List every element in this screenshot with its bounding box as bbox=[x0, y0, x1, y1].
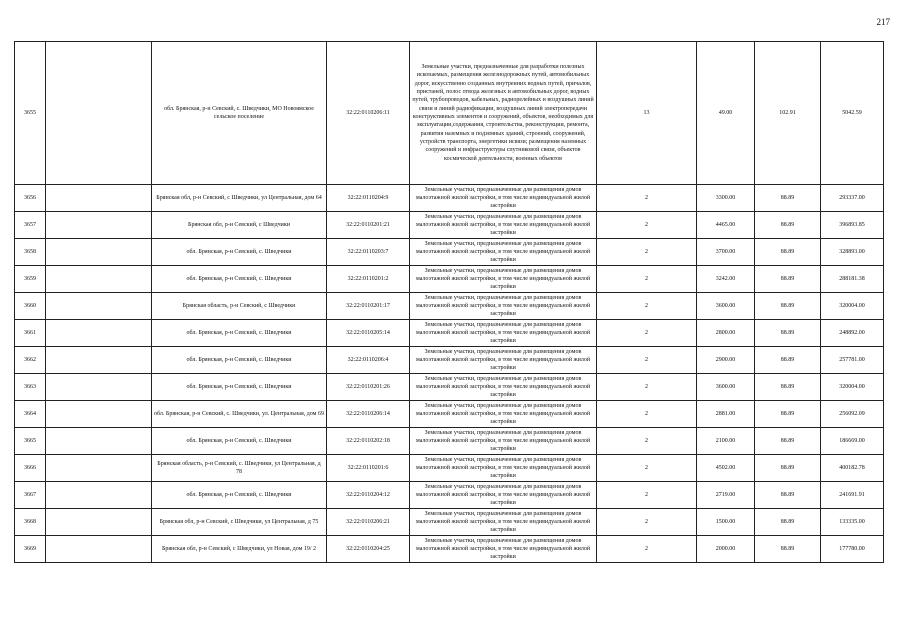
table-row bbox=[15, 428, 884, 455]
cell-number: 3667 bbox=[15, 482, 46, 509]
cell-area: 3242.00 bbox=[697, 266, 755, 293]
cell-cadastral-number: 32:22:0110204:9 bbox=[327, 185, 410, 212]
cell-value: 241691.91 bbox=[821, 482, 884, 509]
cell-permitted-use: Земельные участки, предназначенные для размещения домов малоэтажной жилой застройки, в том числе индивидуальной жилой застройки bbox=[410, 428, 597, 455]
cell-category: 2 bbox=[597, 482, 697, 509]
cell-number: 3669 bbox=[15, 536, 46, 563]
cell-area: 3600.00 bbox=[697, 374, 755, 401]
cell-blank bbox=[46, 374, 152, 401]
cell-number: 3664 bbox=[15, 401, 46, 428]
cell-area: 2000.00 bbox=[697, 536, 755, 563]
cell-value: 328893.00 bbox=[821, 239, 884, 266]
cell-cadastral-number: 32:22:0110205:14 bbox=[327, 320, 410, 347]
cell-rate: 88.89 bbox=[755, 482, 821, 509]
cell-value: 177780.00 bbox=[821, 536, 884, 563]
cell-category: 2 bbox=[597, 212, 697, 239]
cell-value: 257781.00 bbox=[821, 347, 884, 374]
cell-permitted-use: Земельные участки, предназначенные для размещения домов малоэтажной жилой застройки, в том числе индивидуальной жилой застройки bbox=[410, 320, 597, 347]
cell-address: обл. Брянская, р-н Севский, с. Шведчики bbox=[152, 374, 327, 401]
cell-value: 248892.00 bbox=[821, 320, 884, 347]
cell-category: 2 bbox=[597, 536, 697, 563]
cell-category: 2 bbox=[597, 266, 697, 293]
cell-area: 4465.00 bbox=[697, 212, 755, 239]
cell-cadastral-number: 32:22:0110203:7 bbox=[327, 239, 410, 266]
cell-value: 396893.85 bbox=[821, 212, 884, 239]
cell-value: 320004.00 bbox=[821, 293, 884, 320]
cell-number: 3663 bbox=[15, 374, 46, 401]
cell-rate: 88.89 bbox=[755, 401, 821, 428]
cell-address: обл. Брянская, р-н Севский, с. Шведчики bbox=[152, 482, 327, 509]
cell-value: 5042.59 bbox=[821, 42, 884, 185]
cell-cadastral-number: 32:22:0110202:18 bbox=[327, 428, 410, 455]
cell-address: Брянская область, р-н Севский, с. Шведчики, ул Центральная, д 78 bbox=[152, 455, 327, 482]
cell-permitted-use: Земельные участки, предназначенные для размещения домов малоэтажной жилой застройки, в том числе индивидуальной жилой застройки bbox=[410, 374, 597, 401]
cell-permitted-use: Земельные участки, предназначенные для размещения домов малоэтажной жилой застройки, в том числе индивидуальной жилой застройки bbox=[410, 482, 597, 509]
cell-category: 2 bbox=[597, 428, 697, 455]
cell-blank bbox=[46, 536, 152, 563]
cell-address: обл. Брянская, р-н Севский, с. Шведчики bbox=[152, 239, 327, 266]
page-number: 217 bbox=[876, 17, 890, 27]
cell-permitted-use: Земельные участки, предназначенные для размещения домов малоэтажной жилой застройки, в том числе индивидуальной жилой застройки bbox=[410, 293, 597, 320]
cell-rate: 88.89 bbox=[755, 185, 821, 212]
table-row bbox=[15, 536, 884, 563]
cell-address: Брянская обл, р-н Севский, с Шведчики, ул Новая, дом 19/ 2 bbox=[152, 536, 327, 563]
table-row bbox=[15, 482, 884, 509]
cell-cadastral-number: 32:22:0110206:4 bbox=[327, 347, 410, 374]
cell-number: 3662 bbox=[15, 347, 46, 374]
cell-permitted-use: Земельные участки, предназначенные для разработки полезных ископаемых, размещения железнодорожных путей, автомобильных дорог, искусственно созданных внутренних водных путей, причалов, пристаней, полос отвода железных и автомобильных дорог, водных путей, трубопроводов, кабельных, радиорелейных и воздушных линий связи и линий радиофикации, воздушных линий электропередачи конструктивных элементов и сооружений, объектов, необходимых для эксплуатации,содержания, строительства, реконструкции, ремонта, развития наземных и подземных зданий, строений, сооружений, устройств транспорта, энергетики исвязи; размещения наземных сооружений и инфраструктуры спутниковой связи, объектов космической деятельности, военных объектов bbox=[410, 42, 597, 185]
cell-rate: 88.89 bbox=[755, 347, 821, 374]
cell-address: Брянская обл, р-н Севский, с Шведчики, ул Центральная, д 75 bbox=[152, 509, 327, 536]
table-row bbox=[15, 239, 884, 266]
cell-category: 2 bbox=[597, 347, 697, 374]
cell-number: 3666 bbox=[15, 455, 46, 482]
cell-category: 2 bbox=[597, 185, 697, 212]
cell-rate: 88.89 bbox=[755, 212, 821, 239]
cell-blank bbox=[46, 185, 152, 212]
cell-number: 3661 bbox=[15, 320, 46, 347]
table-row bbox=[15, 212, 884, 239]
cell-category: 2 bbox=[597, 374, 697, 401]
cell-blank bbox=[46, 293, 152, 320]
cell-category: 2 bbox=[597, 401, 697, 428]
cell-cadastral-number: 32:22:0110201:26 bbox=[327, 374, 410, 401]
cell-area: 4502.00 bbox=[697, 455, 755, 482]
table-row bbox=[15, 42, 884, 185]
cell-permitted-use: Земельные участки, предназначенные для размещения домов малоэтажной жилой застройки, в том числе индивидуальной жилой застройки bbox=[410, 536, 597, 563]
cell-permitted-use: Земельные участки, предназначенные для размещения домов малоэтажной жилой застройки, в том числе индивидуальной жилой застройки bbox=[410, 401, 597, 428]
cell-rate: 88.89 bbox=[755, 509, 821, 536]
cell-cadastral-number: 32:22:0110201:21 bbox=[327, 212, 410, 239]
cell-permitted-use: Земельные участки, предназначенные для размещения домов малоэтажной жилой застройки, в том числе индивидуальной жилой застройки bbox=[410, 509, 597, 536]
cell-area: 3600.00 bbox=[697, 293, 755, 320]
cell-rate: 88.89 bbox=[755, 320, 821, 347]
cell-blank bbox=[46, 212, 152, 239]
cell-address: обл. Брянская, р-н Севский, с. Шведчики, МО Новоямское сельское поселение bbox=[152, 42, 327, 185]
cell-value: 288181.38 bbox=[821, 266, 884, 293]
cell-address: обл. Брянская, р-н Севский, с. Шведчики bbox=[152, 347, 327, 374]
cell-address: Брянская обл, р-н Севский, с Шведчики, ул Центральная, дом 64 bbox=[152, 185, 327, 212]
cell-area: 3700.00 bbox=[697, 239, 755, 266]
cell-area: 2719.00 bbox=[697, 482, 755, 509]
cell-blank bbox=[46, 455, 152, 482]
cell-cadastral-number: 32:22:0110206:21 bbox=[327, 509, 410, 536]
cell-number: 3659 bbox=[15, 266, 46, 293]
cell-rate: 88.89 bbox=[755, 536, 821, 563]
cell-category: 2 bbox=[597, 320, 697, 347]
cell-area: 2100.00 bbox=[697, 428, 755, 455]
cell-rate: 88.89 bbox=[755, 455, 821, 482]
cell-blank bbox=[46, 428, 152, 455]
cell-number: 3658 bbox=[15, 239, 46, 266]
cell-cadastral-number: 32:22:0110206:11 bbox=[327, 42, 410, 185]
cell-rate: 102.91 bbox=[755, 42, 821, 185]
cell-rate: 88.89 bbox=[755, 293, 821, 320]
cell-permitted-use: Земельные участки, предназначенные для размещения домов малоэтажной жилой застройки, в том числе индивидуальной жилой застройки bbox=[410, 212, 597, 239]
cell-permitted-use: Земельные участки, предназначенные для размещения домов малоэтажной жилой застройки, в том числе индивидуальной жилой застройки bbox=[410, 266, 597, 293]
cell-blank bbox=[46, 239, 152, 266]
table-row bbox=[15, 455, 884, 482]
cell-blank bbox=[46, 347, 152, 374]
cell-category: 13 bbox=[597, 42, 697, 185]
cell-rate: 88.89 bbox=[755, 239, 821, 266]
cell-number: 3657 bbox=[15, 212, 46, 239]
cell-number: 3665 bbox=[15, 428, 46, 455]
cell-category: 2 bbox=[597, 455, 697, 482]
cell-category: 2 bbox=[597, 509, 697, 536]
cell-area: 3300.00 bbox=[697, 185, 755, 212]
cell-cadastral-number: 32:22:0110206:14 bbox=[327, 401, 410, 428]
cell-blank bbox=[46, 482, 152, 509]
cell-number: 3668 bbox=[15, 509, 46, 536]
cell-blank bbox=[46, 509, 152, 536]
cell-number: 3660 bbox=[15, 293, 46, 320]
table-row bbox=[15, 347, 884, 374]
cell-permitted-use: Земельные участки, предназначенные для размещения домов малоэтажной жилой застройки, в том числе индивидуальной жилой застройки bbox=[410, 185, 597, 212]
cell-category: 2 bbox=[597, 293, 697, 320]
cell-number: 3655 bbox=[15, 42, 46, 185]
table-row bbox=[15, 185, 884, 212]
cell-permitted-use: Земельные участки, предназначенные для размещения домов малоэтажной жилой застройки, в том числе индивидуальной жилой застройки bbox=[410, 455, 597, 482]
cell-address: Брянская область, р-н Севский, с Шведчики bbox=[152, 293, 327, 320]
cell-address: обл. Брянская, р-н Севский, с. Шведчики, ул. Центральная, дом 69 bbox=[152, 401, 327, 428]
cell-value: 133335.00 bbox=[821, 509, 884, 536]
cell-value: 186669.00 bbox=[821, 428, 884, 455]
cell-value: 400182.78 bbox=[821, 455, 884, 482]
registry-table-body bbox=[15, 42, 884, 563]
table-row bbox=[15, 374, 884, 401]
cell-blank bbox=[46, 401, 152, 428]
cell-permitted-use: Земельные участки, предназначенные для размещения домов малоэтажной жилой застройки, в том числе индивидуальной жилой застройки bbox=[410, 239, 597, 266]
cell-cadastral-number: 32:22:0110201:17 bbox=[327, 293, 410, 320]
cell-address: обл. Брянская, р-н Севский, с. Шведчики bbox=[152, 266, 327, 293]
cell-rate: 88.89 bbox=[755, 266, 821, 293]
cell-rate: 88.89 bbox=[755, 428, 821, 455]
cell-area: 2881.00 bbox=[697, 401, 755, 428]
cell-cadastral-number: 32:22:0110201:6 bbox=[327, 455, 410, 482]
cell-blank bbox=[46, 42, 152, 185]
cell-category: 2 bbox=[597, 239, 697, 266]
cell-value: 320004.00 bbox=[821, 374, 884, 401]
cell-address: обл. Брянская, р-н Севский, с. Шведчики bbox=[152, 428, 327, 455]
cell-value: 293337.00 bbox=[821, 185, 884, 212]
cell-area: 2800.00 bbox=[697, 320, 755, 347]
table-row bbox=[15, 320, 884, 347]
cell-blank bbox=[46, 266, 152, 293]
cell-value: 256092.09 bbox=[821, 401, 884, 428]
table-row bbox=[15, 401, 884, 428]
table-row bbox=[15, 293, 884, 320]
cell-area: 2900.00 bbox=[697, 347, 755, 374]
cell-permitted-use: Земельные участки, предназначенные для размещения домов малоэтажной жилой застройки, в том числе индивидуальной жилой застройки bbox=[410, 347, 597, 374]
cell-cadastral-number: 32:22:0110204:25 bbox=[327, 536, 410, 563]
cell-address: обл. Брянская, р-н Севский, с. Шведчики bbox=[152, 320, 327, 347]
cell-number: 3656 bbox=[15, 185, 46, 212]
table-row bbox=[15, 509, 884, 536]
cell-area: 1500.00 bbox=[697, 509, 755, 536]
cell-area: 49.00 bbox=[697, 42, 755, 185]
cell-rate: 88.89 bbox=[755, 374, 821, 401]
cell-cadastral-number: 32:22:0110204:12 bbox=[327, 482, 410, 509]
table-row bbox=[15, 266, 884, 293]
cell-blank bbox=[46, 320, 152, 347]
cadastral-registry-table bbox=[14, 41, 884, 563]
cell-address: Брянская обл, р-н Севский, с Шведчики bbox=[152, 212, 327, 239]
cell-cadastral-number: 32:22:0110201:2 bbox=[327, 266, 410, 293]
